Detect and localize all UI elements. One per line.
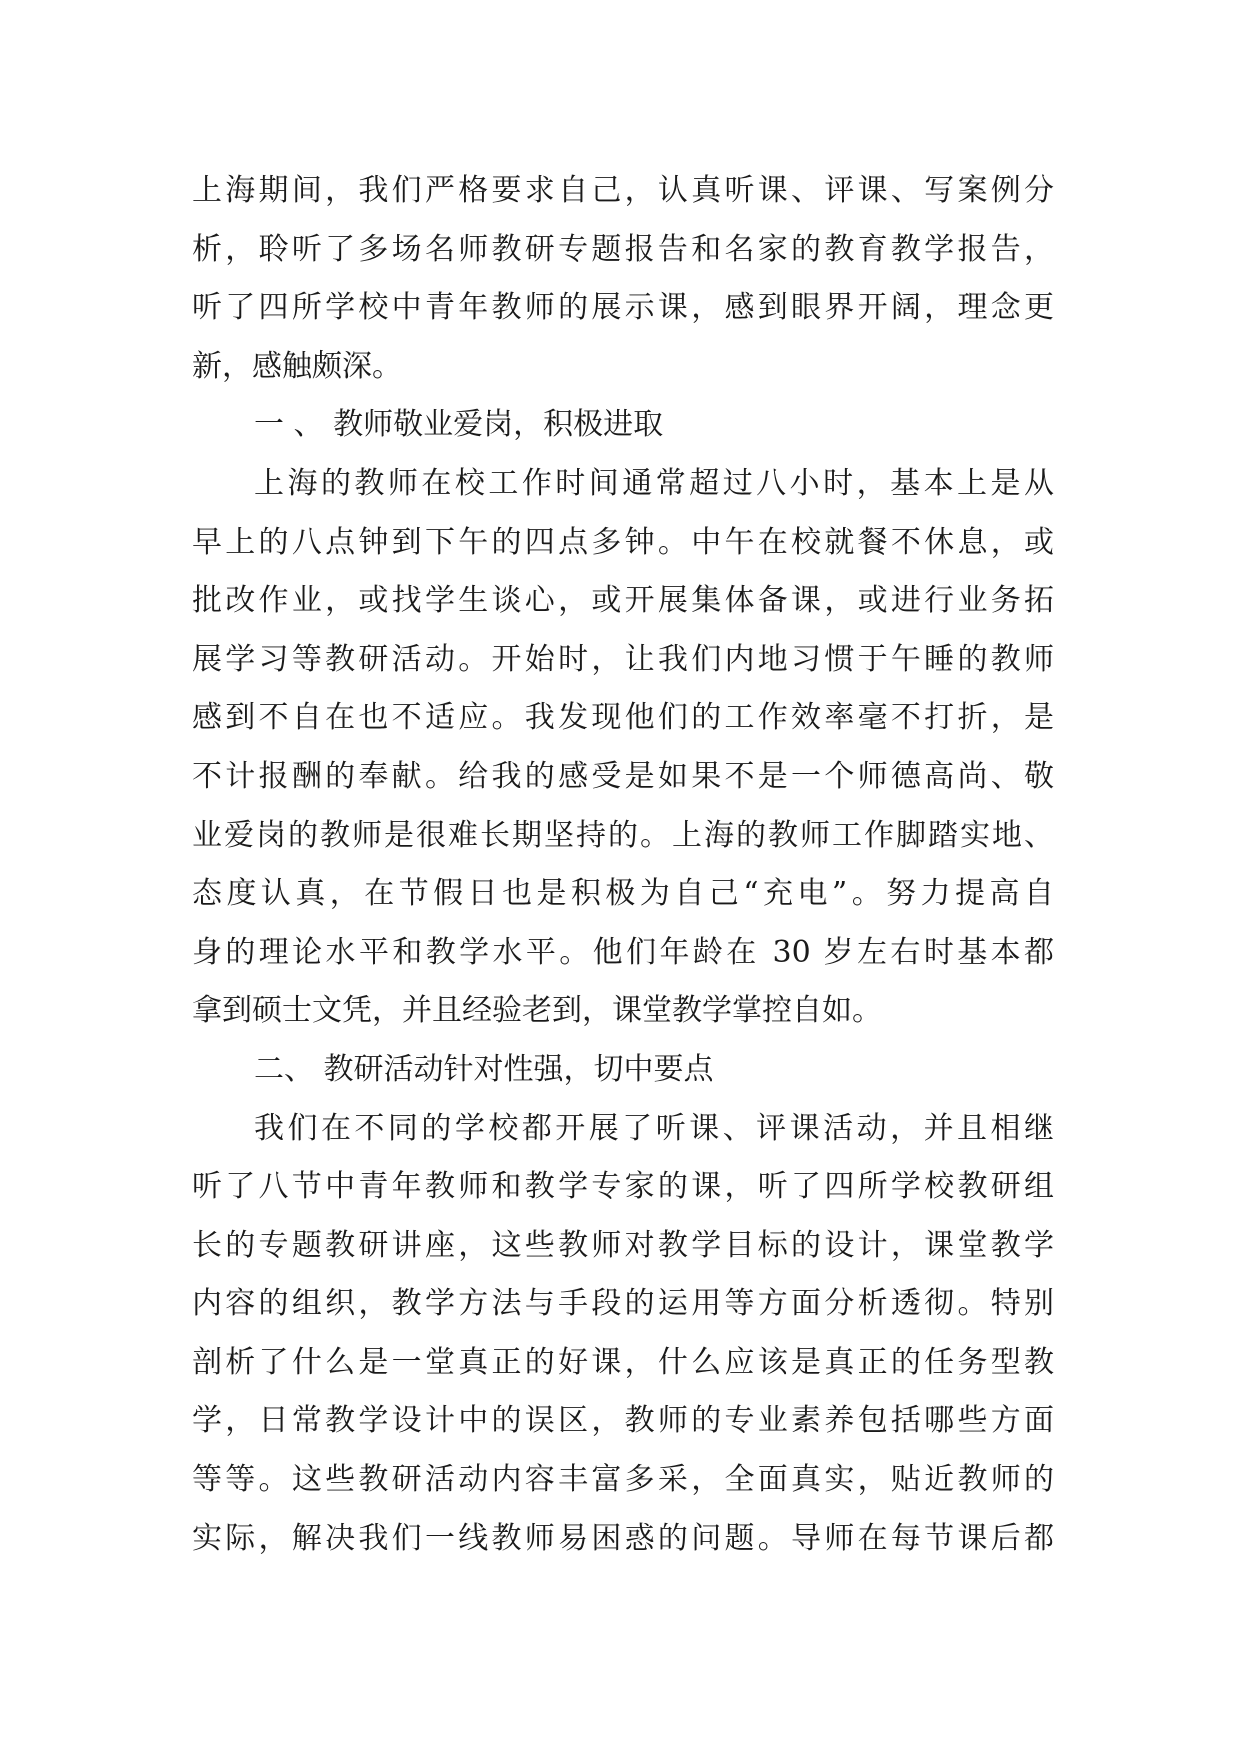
text-line: 实际，解决我们一线教师易困惑的问题。导师在每节课后都 (192, 1520, 1054, 1556)
text-line: 上海的教师在校工作时间通常超过八小时，基本上是从 (254, 465, 1054, 501)
text-line: 早上的八点钟到下午的四点多钟。中午在校就餐不休息，或 (192, 524, 1054, 560)
text-line: 长的专题教研讲座，这些教师对教学目标的设计，课堂教学 (192, 1227, 1054, 1263)
text-line: 等等。这些教研活动内容丰富多采，全面真实，贴近教师的 (192, 1462, 1054, 1498)
text-line: 上海期间，我们严格要求自己，认真听课、评课、写案例分 (192, 173, 1054, 208)
text-line: 新，感触颇深。 (192, 348, 402, 384)
text-line: 不计报酬的奉献。给我的感受是如果不是一个师德高尚、敬 (192, 758, 1054, 794)
text-line: 感到不自在也不适应。我发现他们的工作效率毫不打折，是 (192, 700, 1054, 736)
text-line: 析，聆听了多场名师教研专题报告和名家的教育教学报告， (192, 231, 1054, 267)
text-line: 展学习等教研活动。开始时，让我们内地习惯于午睡的教师 (192, 641, 1054, 677)
text-line: 听了八节中青年教师和教学专家的课，听了四所学校教研组 (192, 1169, 1054, 1205)
text-line: 批改作业，或找学生谈心，或开展集体备课，或进行业务拓 (192, 583, 1054, 619)
text-line: 身的理论水平和教学水平。他们年龄在 30 岁左右时基本都 (192, 934, 1054, 970)
section-heading: 二、 教研活动针对性强，切中要点 (254, 1051, 714, 1087)
text-line: 剖析了什么是一堂真正的好课，什么应该是真正的任务型教 (192, 1344, 1054, 1380)
text-line: 听了四所学校中青年教师的展示课，感到眼界开阔，理念更 (192, 290, 1054, 326)
section-heading: 一 、 教师敬业爱岗，积极进取 (254, 407, 664, 443)
text-line: 态度认真，在节假日也是积极为自己“充电”。努力提高自 (192, 876, 1054, 912)
text-line: 拿到硕士文凭，并且经验老到，课堂教学掌控自如。 (192, 993, 882, 1029)
text-line: 业爱岗的教师是很难长期坚持的。上海的教师工作脚踏实地、 (192, 817, 1054, 853)
text-line: 学，日常教学设计中的误区，教师的专业素养包括哪些方面 (192, 1403, 1054, 1439)
body-text (192, 162, 1054, 1568)
text-line: 内容的组织，教学方法与手段的运用等方面分析透彻。特别 (192, 1286, 1054, 1322)
text-line: 我们在不同的学校都开展了听课、评课活动，并且相继 (254, 1110, 1054, 1146)
